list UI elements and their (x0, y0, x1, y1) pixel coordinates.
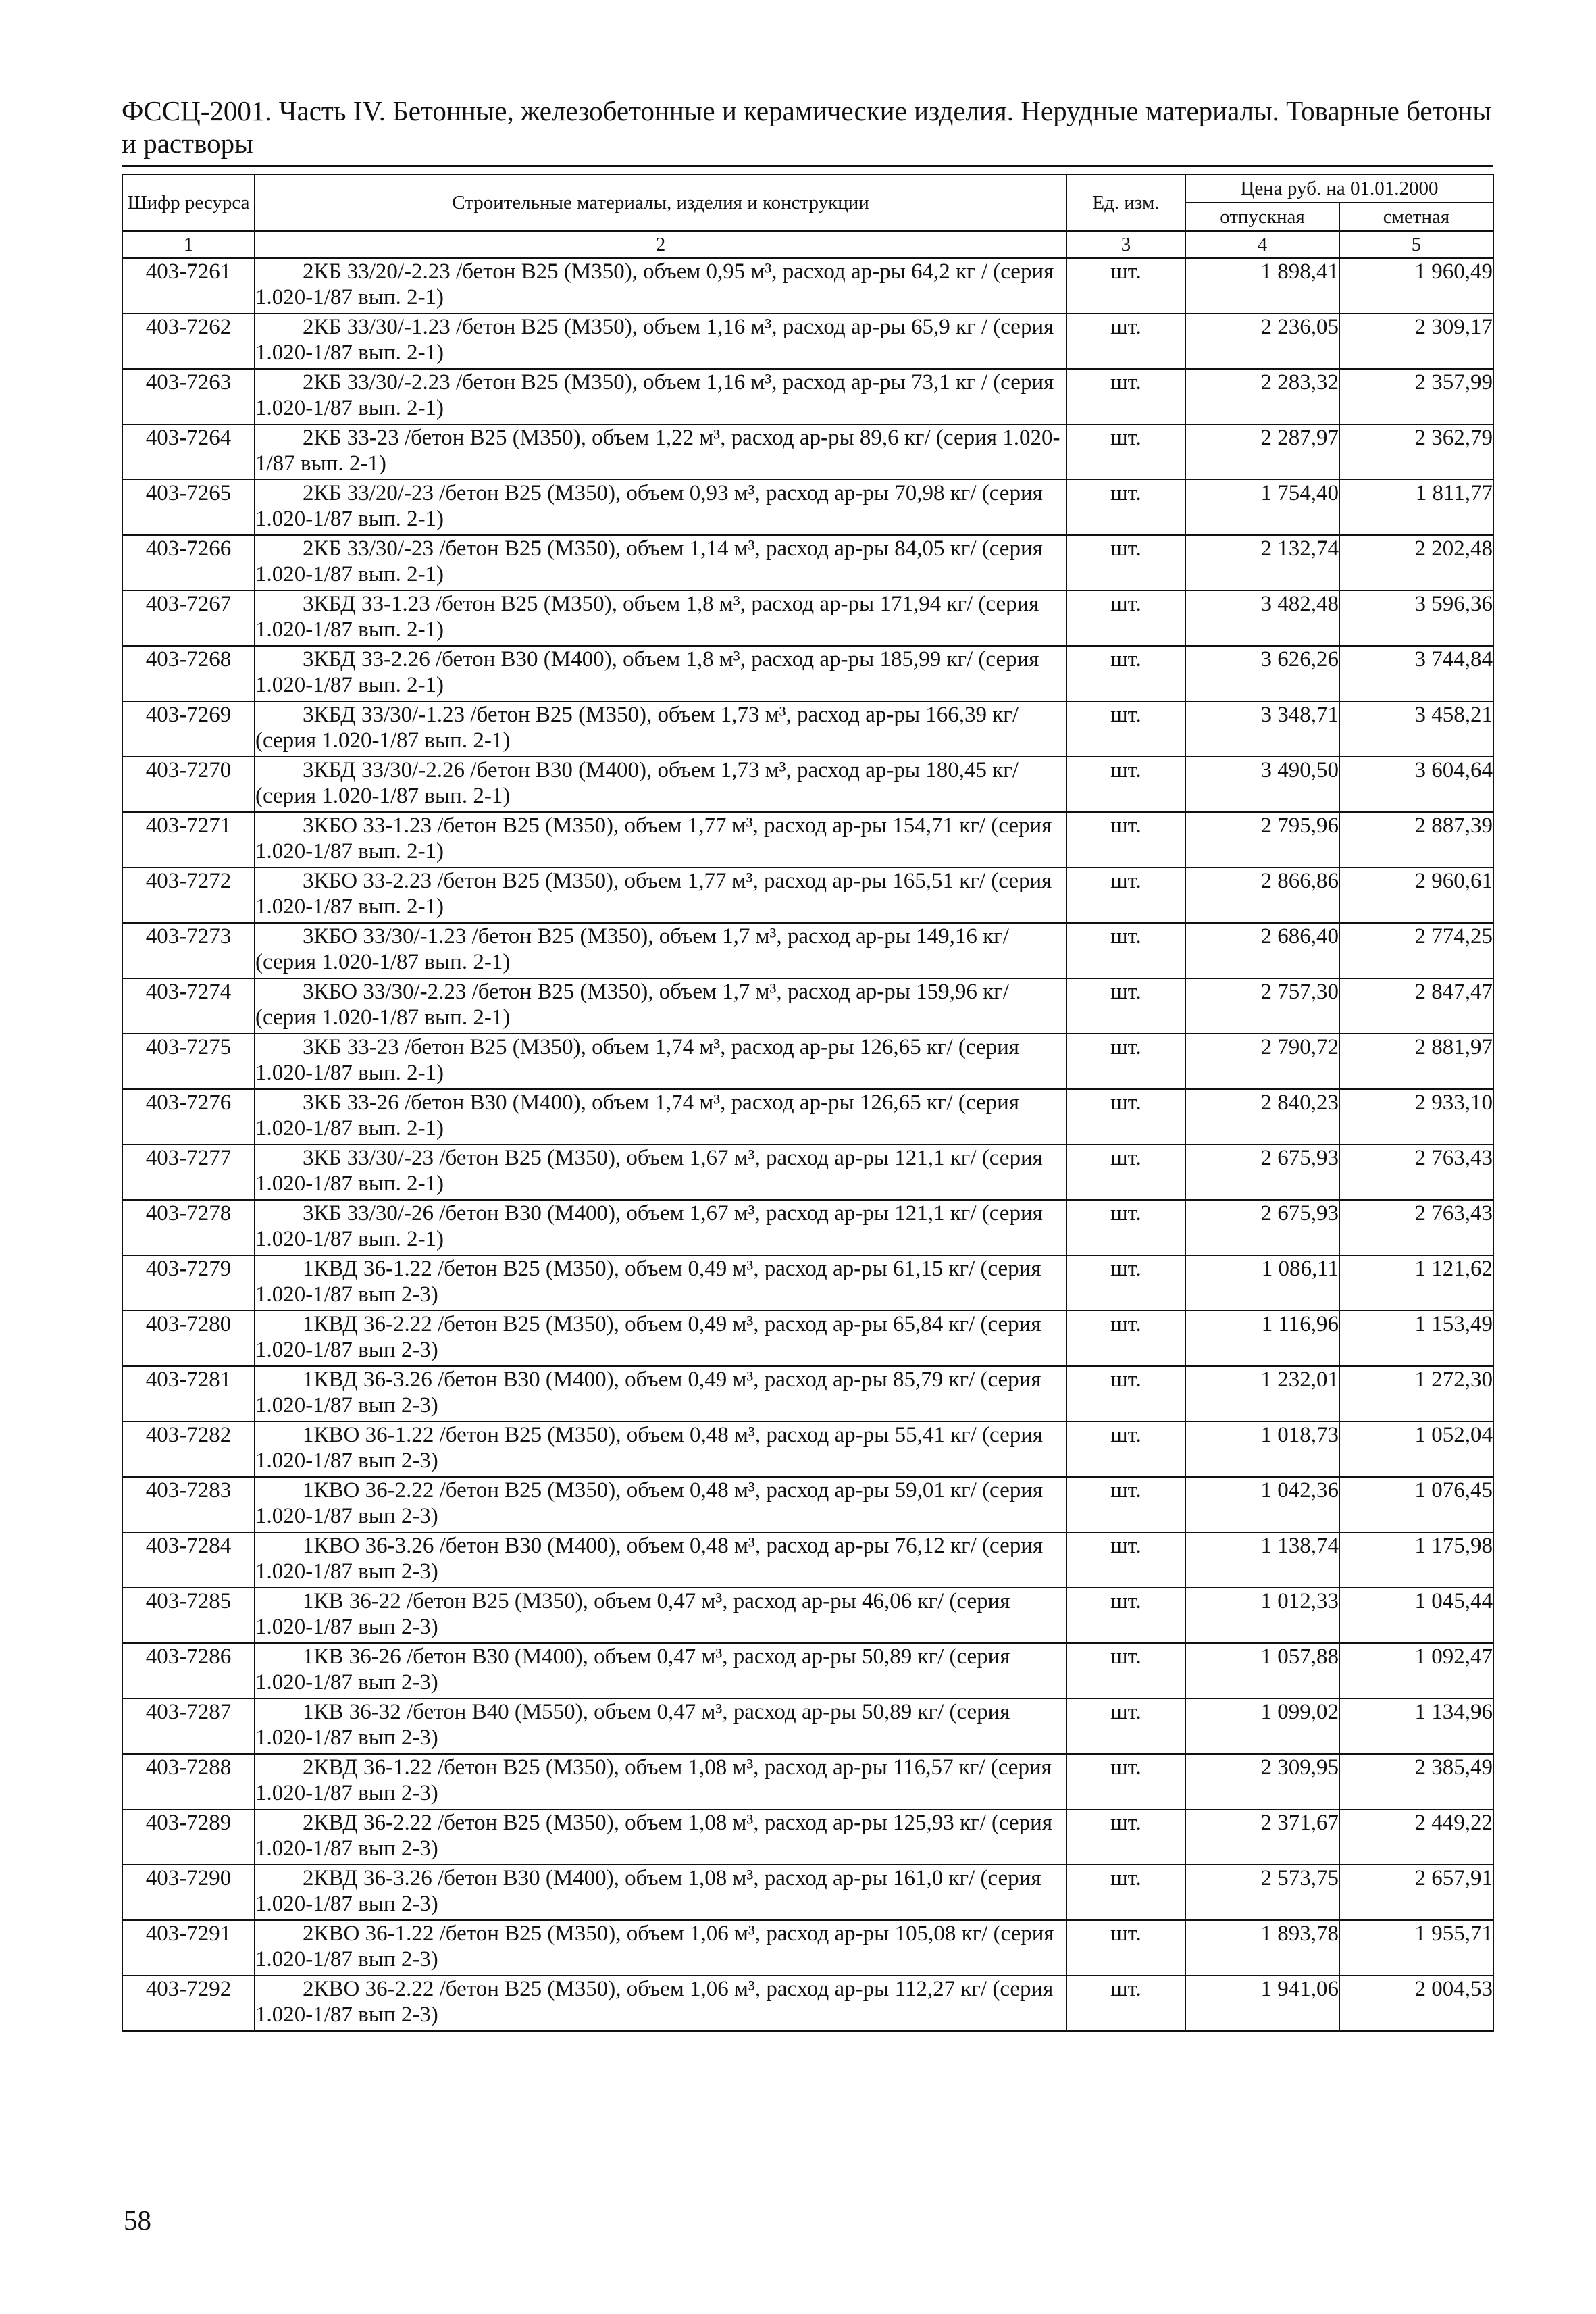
column-number: 2 (255, 231, 1066, 258)
table-row (122, 701, 1493, 757)
material-description: 3КБД 33-1.23 /бетон В25 (М350), объем 1,8 м³, расход ар-ры 171,94 кг/ (серия 1.020-1/87 вып. 2-1) (255, 590, 1066, 646)
material-description: 1КВД 36-1.22 /бетон В25 (М350), объем 0,49 м³, расход ар-ры 61,15 кг/ (серия 1.020-1/87 вып 2-3) (255, 1255, 1066, 1311)
estimate-price: 1 134,96 (1339, 1699, 1493, 1754)
unit-of-measure: шт. (1066, 812, 1185, 867)
estimate-price: 2 847,47 (1339, 978, 1493, 1034)
estimate-price: 2 449,22 (1339, 1809, 1493, 1865)
page-number: 58 (124, 2205, 151, 2236)
release-price: 2 757,30 (1185, 978, 1339, 1034)
release-price: 2 309,95 (1185, 1754, 1339, 1809)
resource-code: 403-7279 (122, 1255, 255, 1311)
estimate-price: 1 092,47 (1339, 1643, 1493, 1699)
release-price: 2 371,67 (1185, 1809, 1339, 1865)
column-number: 4 (1185, 231, 1339, 258)
unit-of-measure: шт. (1066, 1754, 1185, 1809)
resource-code: 403-7273 (122, 923, 255, 978)
material-description: 1КВ 36-26 /бетон В30 (М400), объем 0,47 м³, расход ар-ры 50,89 кг/ (серия 1.020-1/87 вып 2-3) (255, 1643, 1066, 1699)
release-price: 2 132,74 (1185, 535, 1339, 590)
unit-of-measure: шт. (1066, 1643, 1185, 1699)
unit-of-measure: шт. (1066, 1255, 1185, 1311)
table-row (122, 1809, 1493, 1865)
unit-of-measure: шт. (1066, 646, 1185, 701)
column-number: 5 (1339, 231, 1493, 258)
table-row (122, 1200, 1493, 1255)
material-description: 1КВО 36-3.26 /бетон В30 (М400), объем 0,48 м³, расход ар-ры 76,12 кг/ (серия 1.020-1/87 вып 2-3) (255, 1532, 1066, 1588)
unit-of-measure: шт. (1066, 1809, 1185, 1865)
release-price: 1 893,78 (1185, 1920, 1339, 1976)
material-description: 2КВД 36-3.26 /бетон В30 (М400), объем 1,08 м³, расход ар-ры 161,0 кг/ (серия 1.020-1/87 вып 2-3) (255, 1865, 1066, 1920)
resource-code: 403-7277 (122, 1145, 255, 1200)
resource-code: 403-7274 (122, 978, 255, 1034)
table-row (122, 258, 1493, 313)
material-description: 3КБД 33-2.26 /бетон В30 (М400), объем 1,8 м³, расход ар-ры 185,99 кг/ (серия 1.020-1/87 вып. 2-1) (255, 646, 1066, 701)
resource-code: 403-7262 (122, 313, 255, 369)
estimate-price: 1 960,49 (1339, 258, 1493, 313)
resource-code: 403-7291 (122, 1920, 255, 1976)
material-description: 3КБД 33/30/-2.26 /бетон В30 (М400), объем 1,73 м³, расход ар-ры 180,45 кг/ (серия 1.020-1/87 вып. 2-1) (255, 757, 1066, 812)
release-price: 2 866,86 (1185, 867, 1339, 923)
release-price: 2 287,97 (1185, 424, 1339, 480)
unit-of-measure: шт. (1066, 1477, 1185, 1532)
document-header (122, 95, 1493, 159)
material-description: 2КБ 33/20/-2.23 /бетон В25 (М350), объем 0,95 м³, расход ар-ры 64,2 кг / (серия 1.020-1/87 вып. 2-1) (255, 258, 1066, 313)
release-price: 1 086,11 (1185, 1255, 1339, 1311)
table-row (122, 1532, 1493, 1588)
table-row (122, 1255, 1493, 1311)
estimate-price: 2 933,10 (1339, 1089, 1493, 1145)
unit-of-measure: шт. (1066, 424, 1185, 480)
material-description: 2КВД 36-2.22 /бетон В25 (М350), объем 1,08 м³, расход ар-ры 125,93 кг/ (серия 1.020-1/87 вып 2-3) (255, 1809, 1066, 1865)
unit-of-measure: шт. (1066, 978, 1185, 1034)
table-row (122, 646, 1493, 701)
estimate-price: 1 076,45 (1339, 1477, 1493, 1532)
estimate-price: 2 202,48 (1339, 535, 1493, 590)
unit-of-measure: шт. (1066, 1034, 1185, 1089)
table-row (122, 1422, 1493, 1477)
table-row (122, 1034, 1493, 1089)
material-description: 3КБО 33-1.23 /бетон В25 (М350), объем 1,77 м³, расход ар-ры 154,71 кг/ (серия 1.020-1/87 вып. 2-1) (255, 812, 1066, 867)
material-description: 1КВ 36-32 /бетон В40 (М550), объем 0,47 м³, расход ар-ры 50,89 кг/ (серия 1.020-1/87 вып 2-3) (255, 1699, 1066, 1754)
resource-code: 403-7266 (122, 535, 255, 590)
resource-code: 403-7284 (122, 1532, 255, 1588)
resource-code: 403-7272 (122, 867, 255, 923)
release-price: 1 018,73 (1185, 1422, 1339, 1477)
resource-code: 403-7282 (122, 1422, 255, 1477)
resource-code: 403-7268 (122, 646, 255, 701)
estimate-price: 2 385,49 (1339, 1754, 1493, 1809)
release-price: 2 790,72 (1185, 1034, 1339, 1089)
resource-code: 403-7280 (122, 1311, 255, 1366)
unit-of-measure: шт. (1066, 1366, 1185, 1422)
estimate-price: 1 052,04 (1339, 1422, 1493, 1477)
column-header-description: Строительные материалы, изделия и конструкции (255, 174, 1066, 231)
release-price: 3 482,48 (1185, 590, 1339, 646)
release-price: 1 012,33 (1185, 1588, 1339, 1643)
estimate-price: 2 309,17 (1339, 313, 1493, 369)
estimate-price: 2 357,99 (1339, 369, 1493, 424)
release-price: 2 573,75 (1185, 1865, 1339, 1920)
table-row (122, 978, 1493, 1034)
table-row (122, 757, 1493, 812)
estimate-price: 2 362,79 (1339, 424, 1493, 480)
table-row (122, 923, 1493, 978)
material-description: 1КВО 36-1.22 /бетон В25 (М350), объем 0,48 м³, расход ар-ры 55,41 кг/ (серия 1.020-1/87 вып 2-3) (255, 1422, 1066, 1477)
release-price: 1 754,40 (1185, 480, 1339, 535)
table-row (122, 480, 1493, 535)
price-table (122, 174, 1494, 2032)
table-row (122, 313, 1493, 369)
unit-of-measure: шт. (1066, 369, 1185, 424)
resource-code: 403-7275 (122, 1034, 255, 1089)
estimate-price: 2 887,39 (1339, 812, 1493, 867)
material-description: 3КБД 33/30/-1.23 /бетон В25 (М350), объем 1,73 м³, расход ар-ры 166,39 кг/ (серия 1.020-1/87 вып. 2-1) (255, 701, 1066, 757)
estimate-price: 2 960,61 (1339, 867, 1493, 923)
estimate-price: 3 604,64 (1339, 757, 1493, 812)
resource-code: 403-7285 (122, 1588, 255, 1643)
resource-code: 403-7271 (122, 812, 255, 867)
unit-of-measure: шт. (1066, 590, 1185, 646)
release-price: 1 898,41 (1185, 258, 1339, 313)
table-row (122, 1920, 1493, 1976)
table-row (122, 1699, 1493, 1754)
resource-code: 403-7281 (122, 1366, 255, 1422)
unit-of-measure: шт. (1066, 1699, 1185, 1754)
unit-of-measure: шт. (1066, 1532, 1185, 1588)
material-description: 1КВД 36-2.22 /бетон В25 (М350), объем 0,49 м³, расход ар-ры 65,84 кг/ (серия 1.020-1/87 вып 2-3) (255, 1311, 1066, 1366)
material-description: 3КБ 33/30/-23 /бетон В25 (М350), объем 1,67 м³, расход ар-ры 121,1 кг/ (серия 1.020-1/87 вып. 2-1) (255, 1145, 1066, 1200)
unit-of-measure: шт. (1066, 480, 1185, 535)
material-description: 3КБО 33-2.23 /бетон В25 (М350), объем 1,77 м³, расход ар-ры 165,51 кг/ (серия 1.020-1/87 вып. 2-1) (255, 867, 1066, 923)
release-price: 2 236,05 (1185, 313, 1339, 369)
release-price: 1 232,01 (1185, 1366, 1339, 1422)
estimate-price: 1 153,49 (1339, 1311, 1493, 1366)
material-description: 2КБ 33/30/-1.23 /бетон В25 (М350), объем 1,16 м³, расход ар-ры 65,9 кг / (серия 1.020-1/87 вып. 2-1) (255, 313, 1066, 369)
estimate-price: 1 121,62 (1339, 1255, 1493, 1311)
release-price: 1 042,36 (1185, 1477, 1339, 1532)
estimate-price: 3 596,36 (1339, 590, 1493, 646)
material-description: 2КВО 36-2.22 /бетон В25 (М350), объем 1,06 м³, расход ар-ры 112,27 кг/ (серия 1.020-1/87 вып 2-3) (255, 1976, 1066, 2031)
header-rule (122, 165, 1493, 167)
material-description: 3КБ 33/30/-26 /бетон В30 (М400), объем 1,67 м³, расход ар-ры 121,1 кг/ (серия 1.020-1/87 вып. 2-1) (255, 1200, 1066, 1255)
table-row (122, 867, 1493, 923)
table-row (122, 1089, 1493, 1145)
resource-code: 403-7286 (122, 1643, 255, 1699)
resource-code: 403-7278 (122, 1200, 255, 1255)
resource-code: 403-7261 (122, 258, 255, 313)
release-price: 2 675,93 (1185, 1145, 1339, 1200)
material-description: 1КВ 36-22 /бетон В25 (М350), объем 0,47 м³, расход ар-ры 46,06 кг/ (серия 1.020-1/87 вып 2-3) (255, 1588, 1066, 1643)
resource-code: 403-7267 (122, 590, 255, 646)
material-description: 3КБ 33-26 /бетон В30 (М400), объем 1,74 м³, расход ар-ры 126,65 кг/ (серия 1.020-1/87 вып. 2-1) (255, 1089, 1066, 1145)
resource-code: 403-7276 (122, 1089, 255, 1145)
estimate-price: 3 458,21 (1339, 701, 1493, 757)
release-price: 1 116,96 (1185, 1311, 1339, 1366)
column-number: 3 (1066, 231, 1185, 258)
material-description: 3КБО 33/30/-2.23 /бетон В25 (М350), объем 1,7 м³, расход ар-ры 159,96 кг/ (серия 1.020-1/87 вып. 2-1) (255, 978, 1066, 1034)
table-row (122, 369, 1493, 424)
resource-code: 403-7289 (122, 1809, 255, 1865)
material-description: 2КБ 33/30/-2.23 /бетон В25 (М350), объем 1,16 м³, расход ар-ры 73,1 кг / (серия 1.020-1/87 вып. 2-1) (255, 369, 1066, 424)
resource-code: 403-7263 (122, 369, 255, 424)
table-row (122, 1311, 1493, 1366)
material-description: 2КБ 33/30/-23 /бетон В25 (М350), объем 1,14 м³, расход ар-ры 84,05 кг/ (серия 1.020-1/87 вып. 2-1) (255, 535, 1066, 590)
unit-of-measure: шт. (1066, 258, 1185, 313)
unit-of-measure: шт. (1066, 701, 1185, 757)
column-header-code: Шифр ресурса (122, 174, 255, 231)
release-price: 2 283,32 (1185, 369, 1339, 424)
resource-code: 403-7269 (122, 701, 255, 757)
release-price: 2 795,96 (1185, 812, 1339, 867)
column-header-release-price: отпускная (1185, 203, 1339, 231)
material-description: 1КВД 36-3.26 /бетон В30 (М400), объем 0,49 м³, расход ар-ры 85,79 кг/ (серия 1.020-1/87 вып 2-3) (255, 1366, 1066, 1422)
unit-of-measure: шт. (1066, 1920, 1185, 1976)
estimate-price: 1 045,44 (1339, 1588, 1493, 1643)
unit-of-measure: шт. (1066, 313, 1185, 369)
estimate-price: 2 881,97 (1339, 1034, 1493, 1089)
resource-code: 403-7265 (122, 480, 255, 535)
table-row (122, 1588, 1493, 1643)
release-price: 1 138,74 (1185, 1532, 1339, 1588)
estimate-price: 2 004,53 (1339, 1976, 1493, 2031)
resource-code: 403-7292 (122, 1976, 255, 2031)
release-price: 2 675,93 (1185, 1200, 1339, 1255)
unit-of-measure: шт. (1066, 1089, 1185, 1145)
unit-of-measure: шт. (1066, 1311, 1185, 1366)
resource-code: 403-7270 (122, 757, 255, 812)
unit-of-measure: шт. (1066, 1976, 1185, 2031)
estimate-price: 1 811,77 (1339, 480, 1493, 535)
table-row (122, 1477, 1493, 1532)
resource-code: 403-7287 (122, 1699, 255, 1754)
estimate-price: 1 175,98 (1339, 1532, 1493, 1588)
table-row (122, 812, 1493, 867)
release-price: 3 626,26 (1185, 646, 1339, 701)
estimate-price: 2 763,43 (1339, 1200, 1493, 1255)
resource-code: 403-7283 (122, 1477, 255, 1532)
unit-of-measure: шт. (1066, 1200, 1185, 1255)
unit-of-measure: шт. (1066, 535, 1185, 590)
estimate-price: 2 763,43 (1339, 1145, 1493, 1200)
material-description: 2КВД 36-1.22 /бетон В25 (М350), объем 1,08 м³, расход ар-ры 116,57 кг/ (серия 1.020-1/87 вып 2-3) (255, 1754, 1066, 1809)
resource-code: 403-7288 (122, 1754, 255, 1809)
unit-of-measure: шт. (1066, 1588, 1185, 1643)
table-row (122, 1754, 1493, 1809)
release-price: 2 840,23 (1185, 1089, 1339, 1145)
table-row (122, 1865, 1493, 1920)
estimate-price: 2 774,25 (1339, 923, 1493, 978)
table-row (122, 1976, 1493, 2031)
unit-of-measure: шт. (1066, 1865, 1185, 1920)
release-price: 1 941,06 (1185, 1976, 1339, 2031)
column-header-unit: Ед. изм. (1066, 174, 1185, 231)
material-description: 3КБ 33-23 /бетон В25 (М350), объем 1,74 м³, расход ар-ры 126,65 кг/ (серия 1.020-1/87 вып. 2-1) (255, 1034, 1066, 1089)
column-header-price: Цена руб. на 01.01.2000 (1185, 174, 1493, 203)
estimate-price: 2 657,91 (1339, 1865, 1493, 1920)
estimate-price: 1 955,71 (1339, 1920, 1493, 1976)
column-header-estimate-price: сметная (1339, 203, 1493, 231)
material-description: 2КБ 33-23 /бетон В25 (М350), объем 1,22 м³, расход ар-ры 89,6 кг/ (серия 1.020-1/87 вып. 2-1) (255, 424, 1066, 480)
release-price: 1 099,02 (1185, 1699, 1339, 1754)
unit-of-measure: шт. (1066, 923, 1185, 978)
unit-of-measure: шт. (1066, 867, 1185, 923)
material-description: 1КВО 36-2.22 /бетон В25 (М350), объем 0,48 м³, расход ар-ры 59,01 кг/ (серия 1.020-1/87 вып 2-3) (255, 1477, 1066, 1532)
release-price: 2 686,40 (1185, 923, 1339, 978)
material-description: 3КБО 33/30/-1.23 /бетон В25 (М350), объем 1,7 м³, расход ар-ры 149,16 кг/ (серия 1.020-1/87 вып. 2-1) (255, 923, 1066, 978)
resource-code: 403-7264 (122, 424, 255, 480)
table-row (122, 424, 1493, 480)
release-price: 3 490,50 (1185, 757, 1339, 812)
release-price: 3 348,71 (1185, 701, 1339, 757)
column-number: 1 (122, 231, 255, 258)
unit-of-measure: шт. (1066, 1145, 1185, 1200)
table-row (122, 1366, 1493, 1422)
release-price: 1 057,88 (1185, 1643, 1339, 1699)
estimate-price: 3 744,84 (1339, 646, 1493, 701)
table-row (122, 535, 1493, 590)
table-row (122, 1643, 1493, 1699)
unit-of-measure: шт. (1066, 757, 1185, 812)
material-description: 2КВО 36-1.22 /бетон В25 (М350), объем 1,06 м³, расход ар-ры 105,08 кг/ (серия 1.020-1/87 вып 2-3) (255, 1920, 1066, 1976)
resource-code: 403-7290 (122, 1865, 255, 1920)
table-body (122, 258, 1493, 2031)
estimate-price: 1 272,30 (1339, 1366, 1493, 1422)
unit-of-measure: шт. (1066, 1422, 1185, 1477)
material-description: 2КБ 33/20/-23 /бетон В25 (М350), объем 0,93 м³, расход ар-ры 70,98 кг/ (серия 1.020-1/87 вып. 2-1) (255, 480, 1066, 535)
table-row (122, 1145, 1493, 1200)
document-title: ФССЦ-2001. Часть IV. Бетонные, железобетонные и керамические изделия. Нерудные материалы. Товарные бетоны и растворы (122, 95, 1491, 159)
table-row (122, 590, 1493, 646)
column-number-row (122, 231, 1493, 258)
